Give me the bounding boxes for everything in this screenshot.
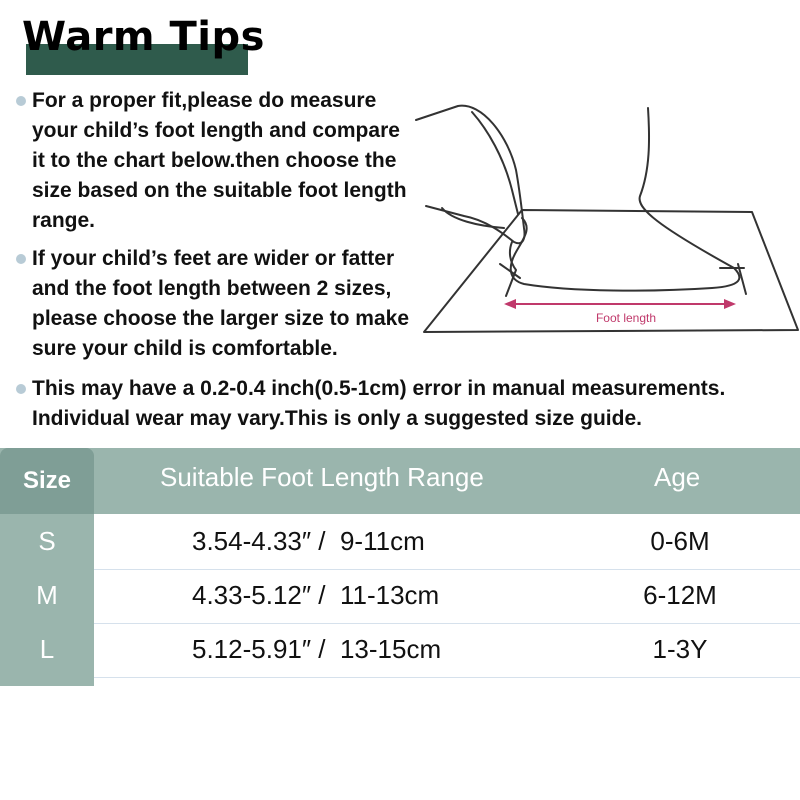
range-cell: 5.12-5.91″ / 13-15cm [192, 634, 442, 664]
size-chart-table [0, 448, 800, 688]
table-row [0, 570, 800, 624]
size-cell: M [36, 580, 58, 610]
age-cell: 6-12M [643, 580, 717, 610]
table-row [0, 516, 800, 570]
tip-text: For a proper fit,please do measure your child’s foot length and compare it to the chart below.then choose the size based on the suitable foot length range. [32, 89, 407, 232]
tip-item [16, 374, 796, 434]
tip-text: This may have a 0.2-0.4 inch(0.5-1cm) error in manual measurements. Individual wear may vary.This is only a suggested size guide. [32, 377, 726, 430]
table-row [0, 624, 800, 678]
range-cell: 3.54-4.33″ / 9-11cm [192, 526, 425, 556]
size-cell: L [39, 634, 55, 664]
row-divider [94, 677, 800, 678]
bullet-dot-icon [16, 96, 26, 106]
age-cell: 1-3Y [652, 634, 708, 664]
tip-item [16, 244, 416, 364]
range-column-header: Suitable Foot Length Range [160, 462, 484, 492]
range-cell: 4.33-5.12″ / 11-13cm [192, 580, 440, 610]
age-cell: 0-6M [650, 526, 710, 556]
page-title: Warm Tips [22, 14, 265, 60]
bullet-dot-icon [16, 384, 26, 394]
age-column-header: Age [654, 462, 701, 492]
size-column-header: Size [0, 448, 94, 514]
size-cell: S [38, 526, 56, 556]
foot-length-label: Foot length [595, 311, 657, 325]
tip-item [16, 86, 416, 236]
bullet-dot-icon [16, 254, 26, 264]
foot-outline [511, 108, 740, 291]
tip-text: If your child’s feet are wider or fatter and the foot length between 2 sizes, please choose the larger size to make sure your child is comfortable. [32, 247, 409, 360]
foot-measurement-illustration [412, 100, 800, 340]
